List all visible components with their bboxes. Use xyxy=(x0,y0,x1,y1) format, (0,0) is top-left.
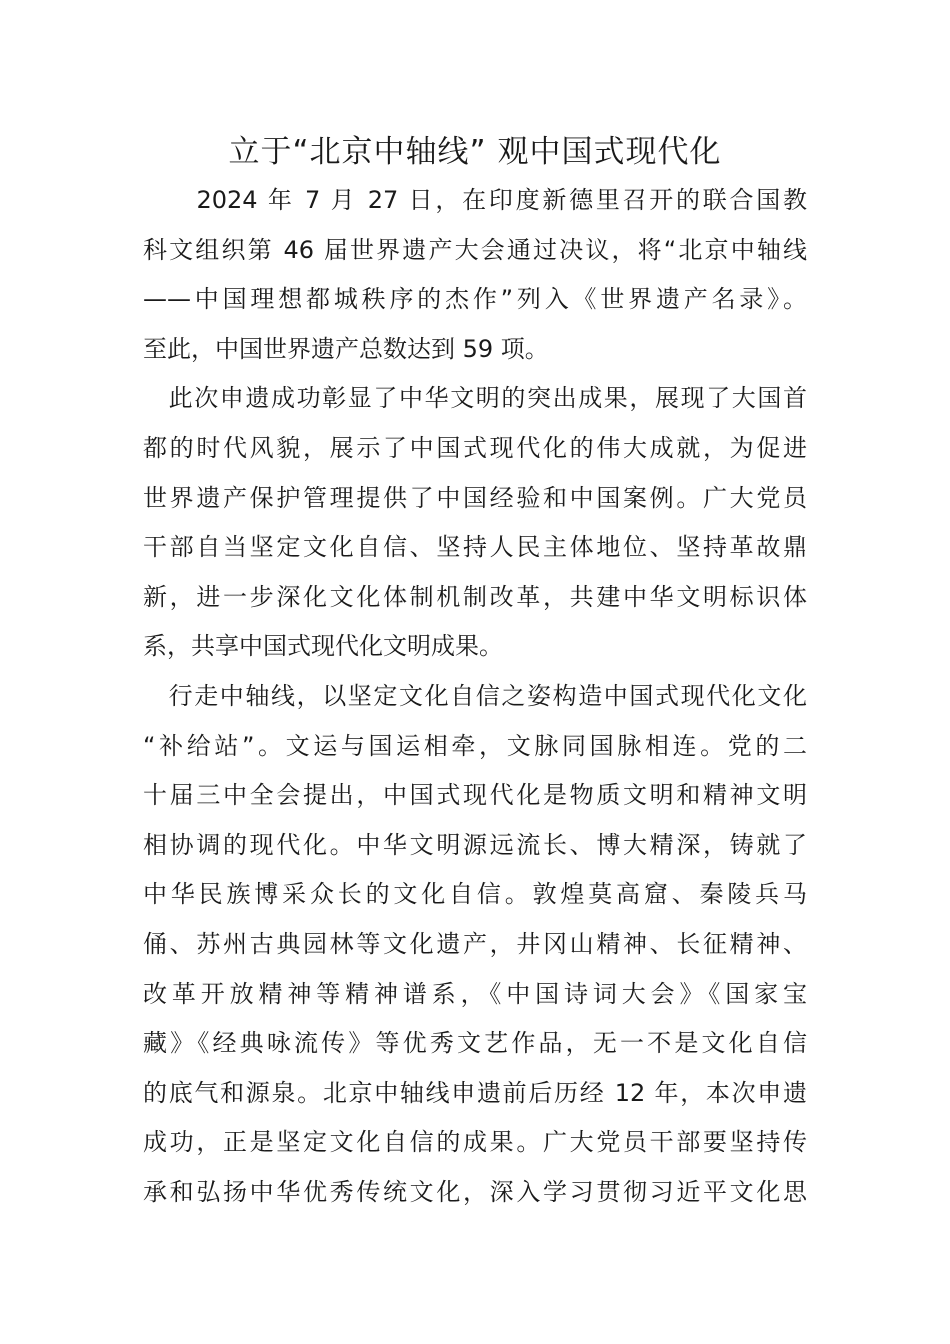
text-line: 相协调的现代化。中华文明源远流长、博大精深，铸就了 xyxy=(143,830,807,859)
text-line: 十届三中全会提出，中国式现代化是物质文明和精神文明 xyxy=(143,781,807,810)
article-body xyxy=(143,176,807,1217)
text-line: 科文组织第 46 届世界遗产大会通过决议，将“北京中轴线 xyxy=(143,235,807,264)
text-line: “补给站”。文运与国运相牵，文脉同国脉相连。党的二 xyxy=(143,731,807,760)
text-line: 干部自当坚定文化自信、坚持人民主体地位、坚持革故鼎 xyxy=(143,533,807,562)
text-line: 的底气和源泉。北京中轴线申遗前后历经 12 年，本次申遗 xyxy=(143,1078,807,1107)
text-line: 藏》《经典咏流传》等优秀文艺作品，无一不是文化自信 xyxy=(143,1029,807,1058)
text-line: 都的时代风貌，展示了中国式现代化的伟大成就，为促进 xyxy=(143,433,807,462)
text-line: 承和弘扬中华优秀传统文化，深入学习贯彻习近平文化思 xyxy=(143,1177,807,1206)
text-line: ——中国理想都城秩序的杰作”列入《世界遗产名录》。 xyxy=(143,285,807,314)
text-line: 中华民族博采众长的文化自信。敦煌莫高窟、秦陵兵马 xyxy=(143,880,807,909)
page-title: 立于“北京中轴线” 观中国式现代化 xyxy=(228,134,722,170)
text-line: 至此，中国世界遗产总数达到 59 项。 xyxy=(143,334,549,363)
text-line: 成功，正是坚定文化自信的成果。广大党员干部要坚持传 xyxy=(143,1128,807,1157)
text-line: 新，进一步深化文化体制机制改革，共建中华文明标识体 xyxy=(143,582,807,611)
text-line: 俑、苏州古典园林等文化遗产，井冈山精神、长征精神、 xyxy=(143,929,807,958)
text-line: 系，共享中国式现代化文明成果。 xyxy=(143,632,503,661)
text-line: 此次申遗成功彰显了中华文明的突出成果，展现了大国首 xyxy=(143,384,807,413)
text-line: 行走中轴线，以坚定文化自信之姿构造中国式现代化文化 xyxy=(143,681,807,710)
text-line: 改革开放精神等精神谱系，《中国诗词大会》《国家宝 xyxy=(143,979,807,1008)
text-line: 2024 年 7 月 27 日，在印度新德里召开的联合国教 xyxy=(143,186,807,214)
text-line: 世界遗产保护管理提供了中国经验和中国案例。广大党员 xyxy=(143,483,807,512)
